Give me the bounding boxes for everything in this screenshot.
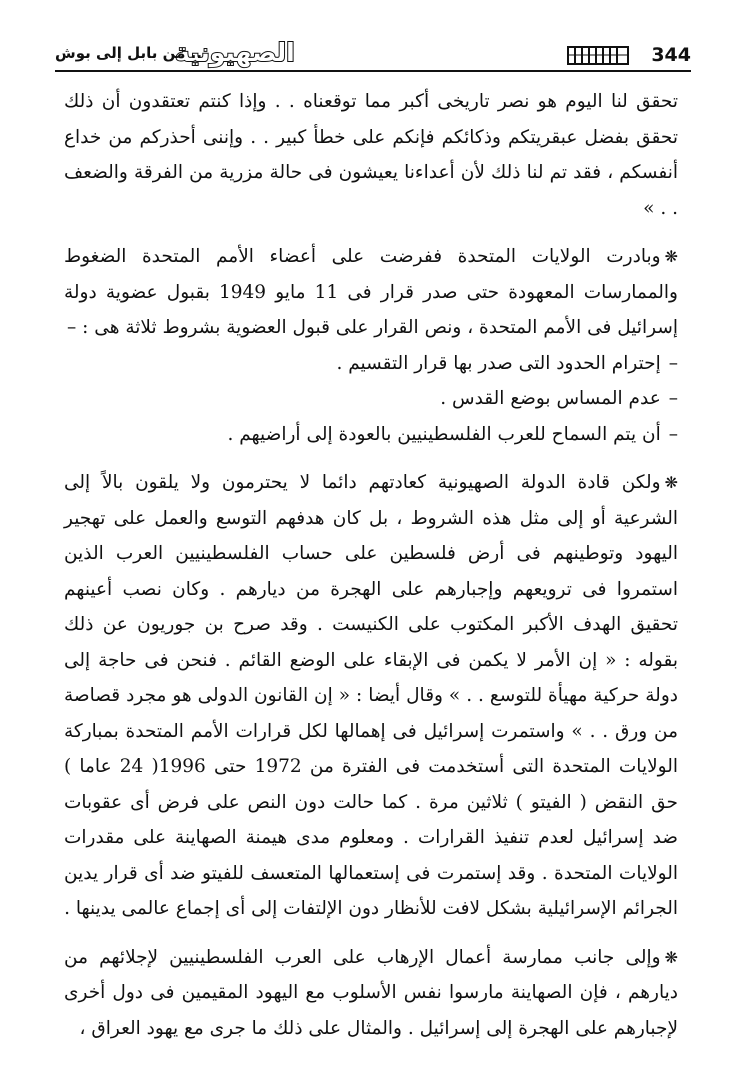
dash-bullet-icon: – <box>668 423 678 445</box>
paragraph <box>64 465 678 927</box>
books-ornament-icon <box>567 44 629 66</box>
book-title: الصهيونية <box>175 38 295 67</box>
paragraph <box>64 940 678 1047</box>
paragraph-text: تحقق لنا اليوم هو نصر تاريخى أكبر مما توقعناه . . وإذا كنتم تعتقدون أن ذلك تحقق بفضل عبقريتكم وذكائكم فإنكم على خطأ كبير . . وإننى أحذركم من خداع أنفسكم ، فقد تم لنا ذلك لأن أعداءنا يعيشون فى حالة مزرية من الفرقة والضعف . . » <box>64 91 678 219</box>
condition-text: عدم المساس بوضع القدس . <box>440 388 661 409</box>
star-bullet-icon: ❋ <box>664 473 678 492</box>
paragraph <box>64 84 678 226</box>
condition-text: أن يتم السماح للعرب الفلسطينيين بالعودة إلى أراضيهم . <box>227 423 661 445</box>
body-text <box>64 84 678 1046</box>
condition-text: إحترام الحدود التى صدر بها قرار التقسيم . <box>336 352 661 374</box>
condition-item <box>64 417 678 453</box>
condition-item <box>64 381 678 417</box>
paragraph-text: وإلى جانب ممارسة أعمال الإرهاب على العرب الفلسطينيين لإجلائهم من ديارهم ، فإن الصهاينة مارسوا نفس الأسلوب مع اليهود المقيمين فى دول أخرى لإجبارهم على الهجرة إلى إسرائيل . والمثال على ذلك ما جرى مع يهود العراق ، <box>64 946 678 1039</box>
star-bullet-icon: ❋ <box>664 247 678 266</box>
book-subtitle: .. من بابل إلى بوش <box>55 44 203 62</box>
page-number: 344 <box>651 44 691 66</box>
running-header <box>55 40 691 80</box>
dash-bullet-icon: – <box>668 352 678 374</box>
header-rule <box>55 70 691 72</box>
paragraph-text: وبادرت الولايات المتحدة ففرضت على أعضاء الأمم المتحدة الضغوط والممارسات المعهودة حتى صدر قرار فى 11 مايو 1949 بقبول عضوية دولة إسرائيل فى الأمم المتحدة ، ونص القرار على قبول العضوية بشروط ثلاثة هى : – <box>64 246 678 338</box>
paragraph <box>64 239 678 346</box>
condition-item <box>64 346 678 382</box>
star-bullet-icon: ❋ <box>664 947 678 967</box>
paragraph-text: ولكن قادة الدولة الصهيونية كعادتهم دائما لا يحترمون ولا يلقون بالاً إلى الشرعية أو إلى مثل هذه الشروط ، بل كان هدفهم التوسع والعمل على تهجير اليهود وتوطينهم فى أرض فلسطين على حساب الفلسطينيين العرب الذين استمروا فى ترويعهم وإجبارهم على الهجرة من ديارهم . وكان نصب أعينهم تحقيق الهدف الأكبر المكتوب على الكنيست . وقد صرح بن جوريون عن ذلك بقوله : « إن الأمر لا يكمن فى الإبقاء على الوضع القائم . فنحن فى حاجة إلى دولة حركية مهيأة للتوسع . . » وقال أيضا : « إن القانون الدولى هو مجرد قصاصة من ورق . . » واستمرت إسرائيل فى إهمالها لكل قرارات الأمم المتحدة بمباركة الولايات المتحدة التى أستخدمت فى الفترة من 1972 حتى 1996( 24 عاما ) حق النقض ( الفيتو ) ثلاثين مرة . كما حالت دون النص على فرض أى عقوبات ضد إسرائيل لعدم تنفيذ القرارات . ومعلوم مدى هيمنة الصهاينة على مقدرات الولايات المتحدة . وقد إستمرت فى إستعمالها المتعسف للفيتو ضد أى قرار يدين الجرائم الإسرائيلية بشكل لافت للأنظار دون الإلتفات إلى أى إجماع عالمى يدينها . <box>64 472 678 919</box>
dash-bullet-icon: – <box>668 388 678 409</box>
